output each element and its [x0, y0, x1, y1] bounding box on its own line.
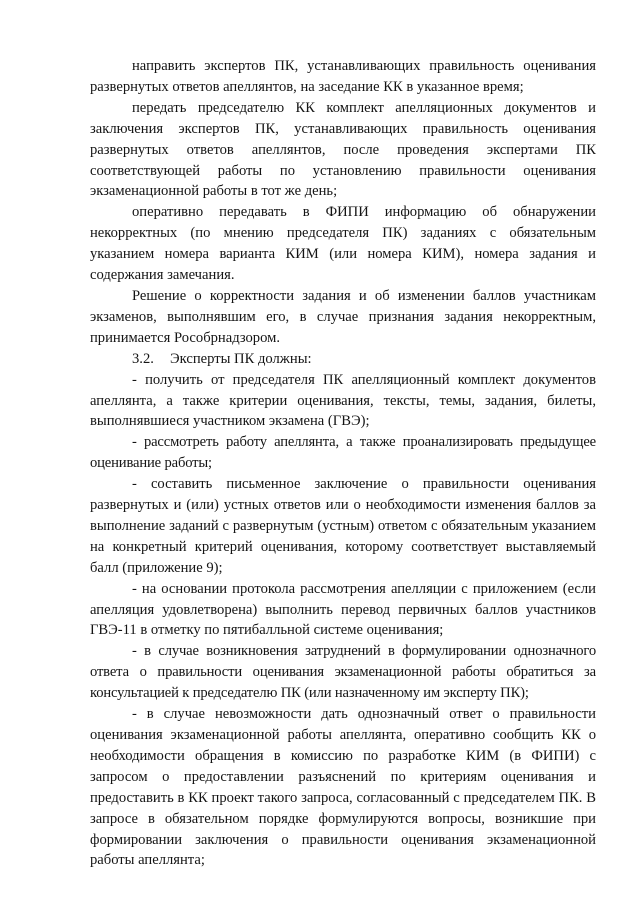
paragraph-rosobrnadzor-decision: Решение о корректности задания и об изменении баллов участникам экзаменов, выполнявшим его, в случае признания задания некорректным, принимается Рособрнадзором. [90, 287, 596, 346]
section-title: Эксперты ПК должны: [170, 350, 312, 367]
section-number: 3.2. [132, 350, 154, 367]
list-item-convert-scores: - на основании протокола рассмотрения апелляции с приложением (если апелляция удовлетворена) выполнить перевод первичных баллов участников ГВЭ-11 в отметку по пятибалльной системе оценивания; [90, 580, 596, 639]
list-item-receive-kit: - получить от председателя ПК апелляционный комплект документов апеллянта, а также критерии оценивания, тексты, темы, задания, билеты, выполнявшиеся участником экзамена (ГВЭ); [90, 371, 596, 430]
paragraph-direct-experts: направить экспертов ПК, устанавливающих правильность оценивания развернутых ответов апеллянтов, на заседание КК в указанное время; [90, 58, 596, 95]
section-heading [90, 349, 596, 370]
list-item-fipi-request: - в случае невозможности дать однозначный ответ о правильности оценивания экзаменационной работы апеллянта, оперативно сообщить КК о необходимости обращения в комиссию по разработке КИМ (в ФИПИ) с запросом о предоставлении разъяснений по критериям оценивания и предоставить в КК проект такого запроса, согласованный с председателем ПК. В запросе в обязательном порядке формулируются вопросы, возникшие при формировании заключения о правильности оценивания экзаменационной работы апеллянта; [90, 706, 596, 869]
list-item-consultation: - в случае возникновения затруднений в формулировании однозначного ответа о правильности оценивания экзаменационной работы обратиться за консультацией к председателю ПК (или назначенному им эксперту ПК); [90, 643, 596, 702]
document-page [90, 56, 596, 871]
paragraph-report-fipi: оперативно передавать в ФИПИ информацию об обнаружении некорректных (по мнению председателя ПК) заданиях с обязательным указанием номера варианта КИМ (или номера КИМ), номера задания и содержания замечания. [90, 204, 596, 284]
list-item-review-work: - рассмотреть работу апеллянта, а также проанализировать предыдущее оценивание работы; [90, 434, 596, 472]
list-item-write-conclusion: - составить письменное заключение о правильности оценивания развернутых и (или) устных ответов или о необходимости изменения баллов за выполнение заданий с развернутым (устным) ответом с обязательным указанием на конкретный критерий оценивания, которому соответствует выставляемый балл (приложение 9); [90, 476, 596, 576]
paragraph-transfer-documents: передать председателю КК комплект апелляционных документов и заключения экспертов ПК, устанавливающих правильность оценивания развернутых ответов апеллянтов, после проведения экспертами ПК соответствующей работы по установлению правильности оценивания экзаменационной работы в тот же день; [90, 99, 596, 200]
